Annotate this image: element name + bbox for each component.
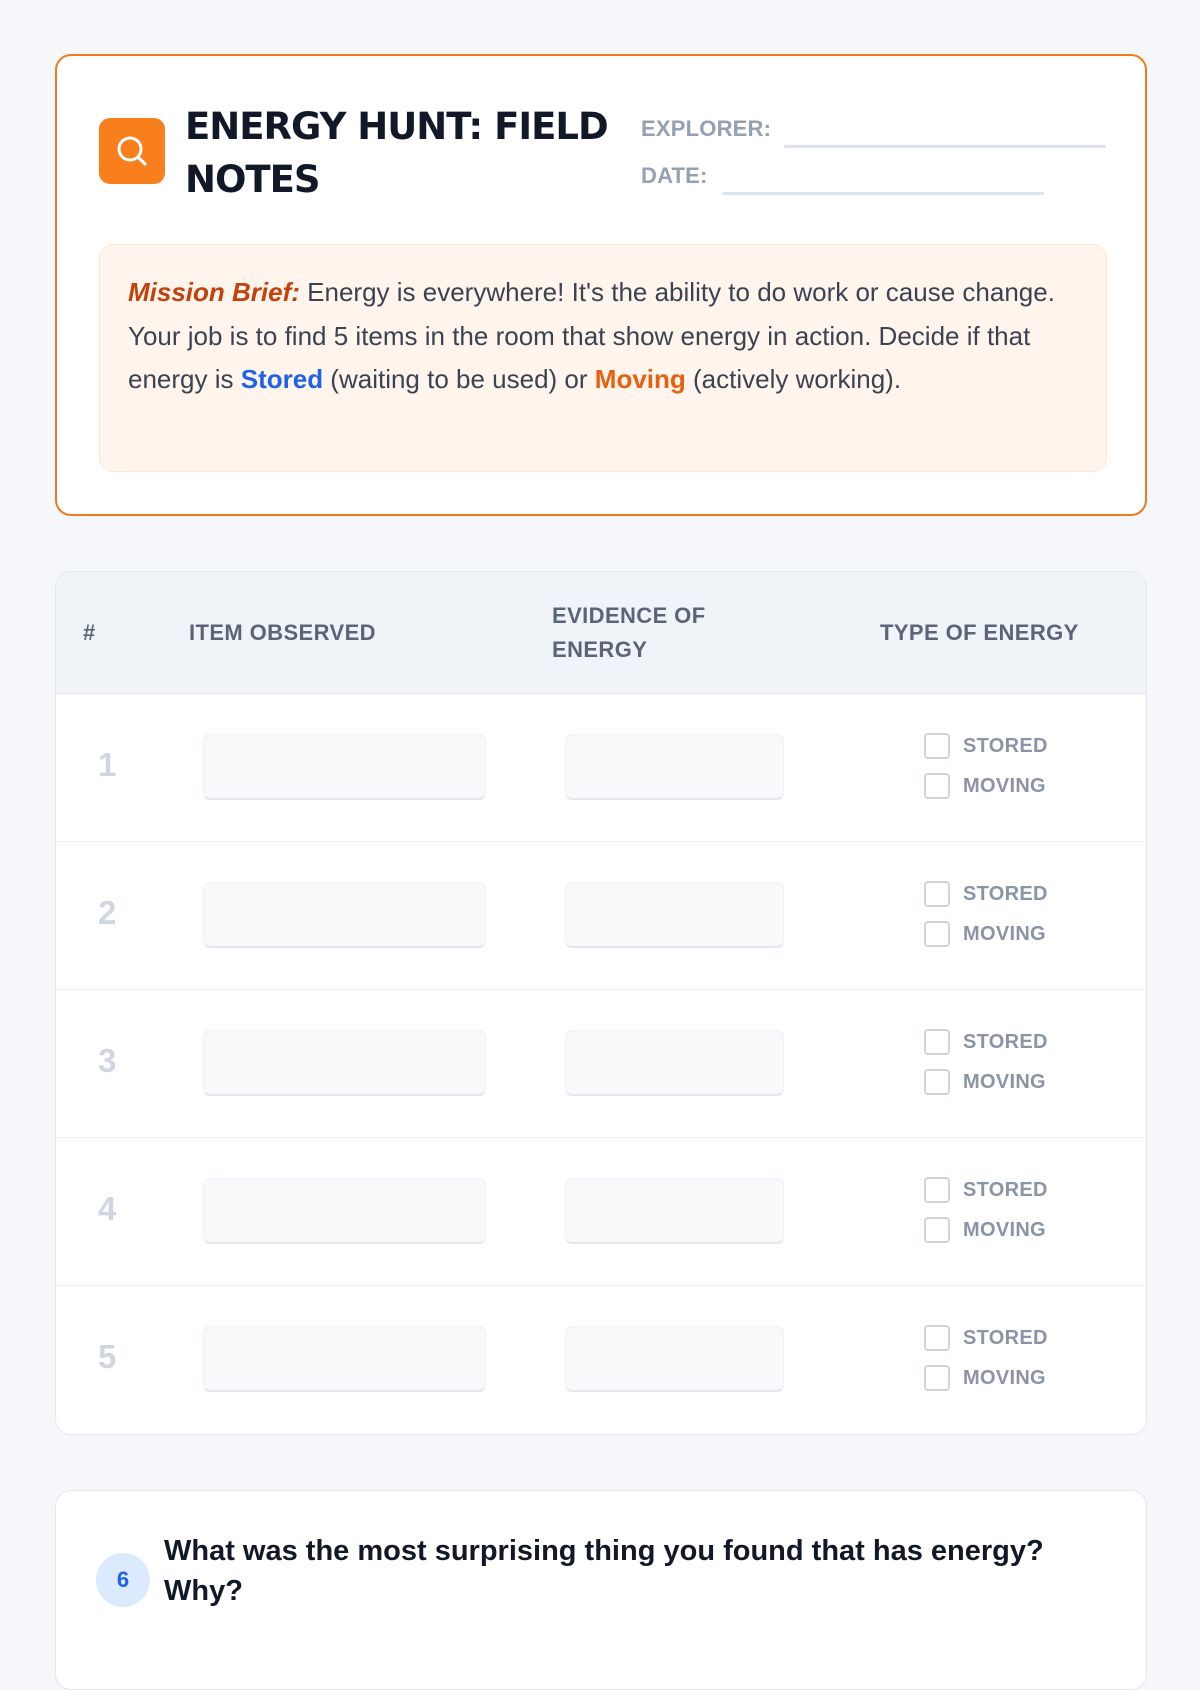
stored-label: STORED bbox=[963, 1178, 1048, 1201]
stored-checkbox[interactable] bbox=[924, 733, 950, 759]
moving-option[interactable] bbox=[924, 1217, 1046, 1243]
page-title: ENERGY HUNT: FIELD NOTES bbox=[185, 105, 608, 201]
table-header bbox=[56, 572, 1146, 694]
stored-checkbox[interactable] bbox=[924, 881, 950, 907]
item-observed-input[interactable] bbox=[203, 1030, 486, 1096]
stored-label: STORED bbox=[963, 1030, 1048, 1053]
moving-checkbox[interactable] bbox=[924, 1069, 950, 1095]
mission-brief-text: (actively working). bbox=[685, 364, 902, 394]
row-number: 4 bbox=[98, 1190, 117, 1227]
mission-brief-label: Mission Brief: bbox=[128, 277, 300, 307]
stored-option[interactable] bbox=[924, 1325, 1048, 1351]
moving-checkbox[interactable] bbox=[924, 1217, 950, 1243]
mission-brief bbox=[99, 244, 1107, 472]
header-type-of-energy: TYPE OF ENERGY bbox=[880, 620, 1079, 645]
stored-option[interactable] bbox=[924, 1177, 1048, 1203]
explorer-label: EXPLORER: bbox=[641, 116, 772, 141]
question-card bbox=[55, 1490, 1147, 1690]
stored-option[interactable] bbox=[924, 1029, 1048, 1055]
stored-label: STORED bbox=[963, 1326, 1048, 1349]
stored-keyword: Stored bbox=[240, 364, 324, 394]
stored-option[interactable] bbox=[924, 733, 1048, 759]
moving-checkbox[interactable] bbox=[924, 1365, 950, 1391]
evidence-input[interactable] bbox=[565, 734, 784, 800]
table-row bbox=[56, 1286, 1146, 1434]
moving-label: MOVING bbox=[963, 774, 1046, 797]
header-number: # bbox=[83, 620, 96, 645]
table-row bbox=[56, 1138, 1146, 1286]
evidence-input[interactable] bbox=[565, 1178, 784, 1244]
moving-label: MOVING bbox=[963, 1070, 1046, 1093]
question-number-badge: 6 bbox=[96, 1553, 150, 1607]
moving-label: MOVING bbox=[963, 1366, 1046, 1389]
stored-checkbox[interactable] bbox=[924, 1177, 950, 1203]
table-row bbox=[56, 694, 1146, 842]
moving-label: MOVING bbox=[963, 1218, 1046, 1241]
header-evidence: EVIDENCE OF ENERGY bbox=[552, 603, 706, 662]
table-row bbox=[56, 842, 1146, 990]
item-observed-input[interactable] bbox=[203, 1178, 486, 1244]
date-field[interactable] bbox=[722, 192, 1044, 195]
date-label: DATE: bbox=[641, 163, 708, 188]
evidence-input[interactable] bbox=[565, 882, 784, 948]
moving-option[interactable] bbox=[924, 1069, 1046, 1095]
stored-label: STORED bbox=[963, 734, 1048, 757]
item-observed-input[interactable] bbox=[203, 734, 486, 800]
moving-checkbox[interactable] bbox=[924, 921, 950, 947]
mission-brief-text: (waiting to be used) or bbox=[323, 364, 595, 394]
evidence-input[interactable] bbox=[565, 1030, 784, 1096]
mission-brief-text: Energy is everywhere! It's the ability to do work or cause change. Your job is to find 5 items in the room that show energy in action. Decide if that energy is bbox=[128, 277, 1055, 394]
moving-option[interactable] bbox=[924, 773, 1046, 799]
search-icon bbox=[99, 118, 165, 184]
item-observed-input[interactable] bbox=[203, 882, 486, 948]
item-observed-input[interactable] bbox=[203, 1326, 486, 1392]
header-card bbox=[55, 54, 1147, 516]
stored-checkbox[interactable] bbox=[924, 1029, 950, 1055]
moving-keyword: Moving bbox=[594, 364, 686, 394]
stored-label: STORED bbox=[963, 882, 1048, 905]
observation-table bbox=[55, 571, 1147, 1435]
stored-option[interactable] bbox=[924, 881, 1048, 907]
row-number: 2 bbox=[98, 894, 117, 931]
row-number: 5 bbox=[98, 1338, 117, 1375]
table-row bbox=[56, 990, 1146, 1138]
row-number: 1 bbox=[98, 746, 117, 783]
evidence-input[interactable] bbox=[565, 1326, 784, 1392]
explorer-field[interactable] bbox=[784, 145, 1106, 148]
row-number: 3 bbox=[98, 1042, 117, 1079]
moving-option[interactable] bbox=[924, 1365, 1046, 1391]
question-text: What was the most surprising thing you found that has energy? Why? bbox=[164, 1535, 1044, 1607]
header-item-observed: ITEM OBSERVED bbox=[189, 620, 376, 645]
moving-label: MOVING bbox=[963, 922, 1046, 945]
moving-checkbox[interactable] bbox=[924, 773, 950, 799]
stored-checkbox[interactable] bbox=[924, 1325, 950, 1351]
moving-option[interactable] bbox=[924, 921, 1046, 947]
